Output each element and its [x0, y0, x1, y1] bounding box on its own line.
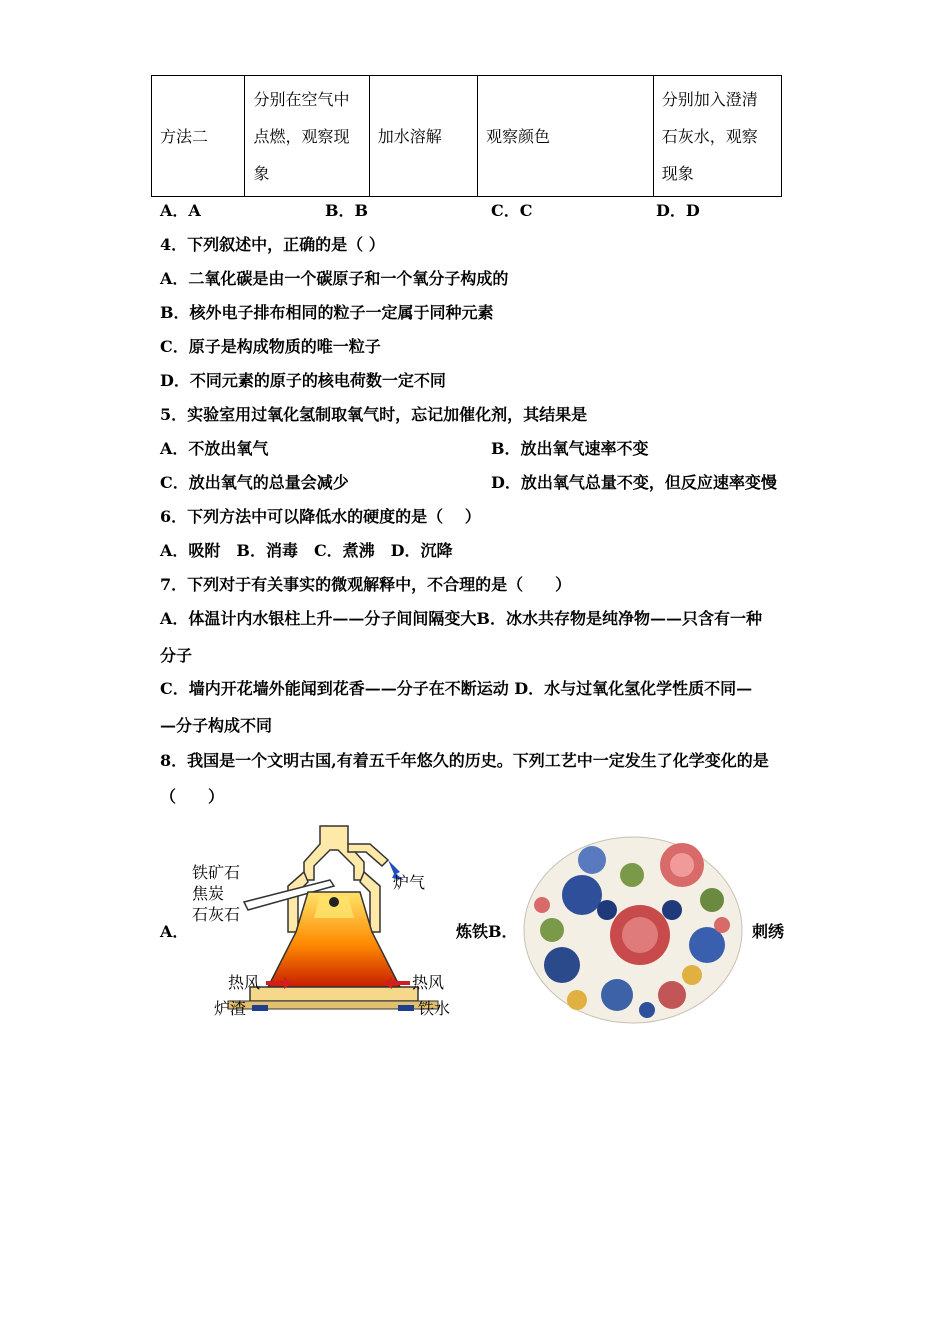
- q4-option-a: A．二氧化碳是由一个碳原子和一个氧分子构成的: [160, 269, 509, 288]
- q3-option-a: A．A: [160, 201, 201, 220]
- q7-options-line2: 分子: [160, 646, 193, 665]
- furnace-base: [250, 987, 418, 1001]
- q5-option-a: A．不放出氧气: [160, 439, 269, 458]
- q8-option-a-suffix: 炼铁B．: [456, 922, 518, 941]
- q8-option-b-suffix: 刺绣: [752, 922, 785, 941]
- table-cell: 分别加入澄清石灰水，观察现象: [653, 76, 781, 197]
- table-row-label: 方法二: [152, 76, 245, 197]
- q7-options-line4: —分子构成不同: [160, 716, 273, 735]
- table-cell: 观察颜色: [478, 76, 654, 197]
- q7-options-line3: C．墙内开花墙外能闻到花香——分子在不断运动 D．水与过氧化氢化学性质不同—: [160, 679, 753, 698]
- q7-options-line1: A．体温计内水银柱上升——分子间间隔变大B．冰水共存物是纯净物——只含有一种: [160, 609, 762, 628]
- q3-option-d: D．D: [656, 201, 700, 220]
- label-ore: 铁矿石: [192, 863, 241, 882]
- label-limestone: 石灰石: [192, 905, 241, 924]
- q7-stem: 7．下列对于有关事实的微观解释中，不合理的是（ ）: [160, 575, 572, 594]
- label-coke: 焦炭: [192, 884, 225, 903]
- table-cell: 分别在空气中点燃，观察现象: [245, 76, 369, 197]
- embroidery-figure: [522, 835, 744, 1025]
- q8-stem-line1: 8．我国是一个文明古国,有着五千年悠久的历史。下列工艺中一定发生了化学变化的是: [160, 751, 769, 770]
- q4-option-c: C．原子是构成物质的唯一粒子: [160, 337, 381, 356]
- label-iron: 铁水: [418, 999, 451, 1018]
- blast-furnace-figure: [188, 822, 456, 1022]
- table-row: [152, 76, 782, 197]
- q3-option-b: B．B: [325, 201, 369, 220]
- q5-option-d: D．放出氧气总量不变，但反应速率变慢: [491, 473, 777, 492]
- q5-option-c: C．放出氧气的总量会减少: [160, 473, 349, 492]
- q6-options: A．吸附 B．消毒 C．煮沸 D．沉降: [160, 541, 453, 560]
- slag-outlet: [252, 1005, 268, 1011]
- q3-option-c: C．C: [491, 201, 533, 220]
- charge-bell: [329, 897, 339, 907]
- label-slag: 炉渣: [214, 999, 247, 1018]
- q5-stem: 5．实验室用过氧化氢制取氧气时，忘记加催化剂，其结果是: [160, 405, 588, 424]
- q8-option-a-prefix: A．: [160, 922, 189, 941]
- q4-option-d: D．不同元素的原子的核电荷数一定不同: [160, 371, 446, 390]
- q8-stem-line2: （ ）: [160, 787, 225, 806]
- q4-stem: 4．下列叙述中，正确的是（ ）: [160, 235, 385, 254]
- label-hot-air-right: 热风: [412, 973, 445, 992]
- methods-table: [151, 75, 782, 197]
- q4-option-b: B．核外电子排布相同的粒子一定属于同种元素: [160, 303, 494, 322]
- table-cell: 加水溶解: [369, 76, 477, 197]
- label-hot-air-left: 热风: [228, 973, 261, 992]
- iron-outlet: [398, 1005, 414, 1011]
- q5-option-b: B．放出氧气速率不变: [491, 439, 649, 458]
- q6-stem: 6．下列方法中可以降低水的硬度的是（ ）: [160, 507, 481, 526]
- label-gas: 炉气: [393, 873, 426, 892]
